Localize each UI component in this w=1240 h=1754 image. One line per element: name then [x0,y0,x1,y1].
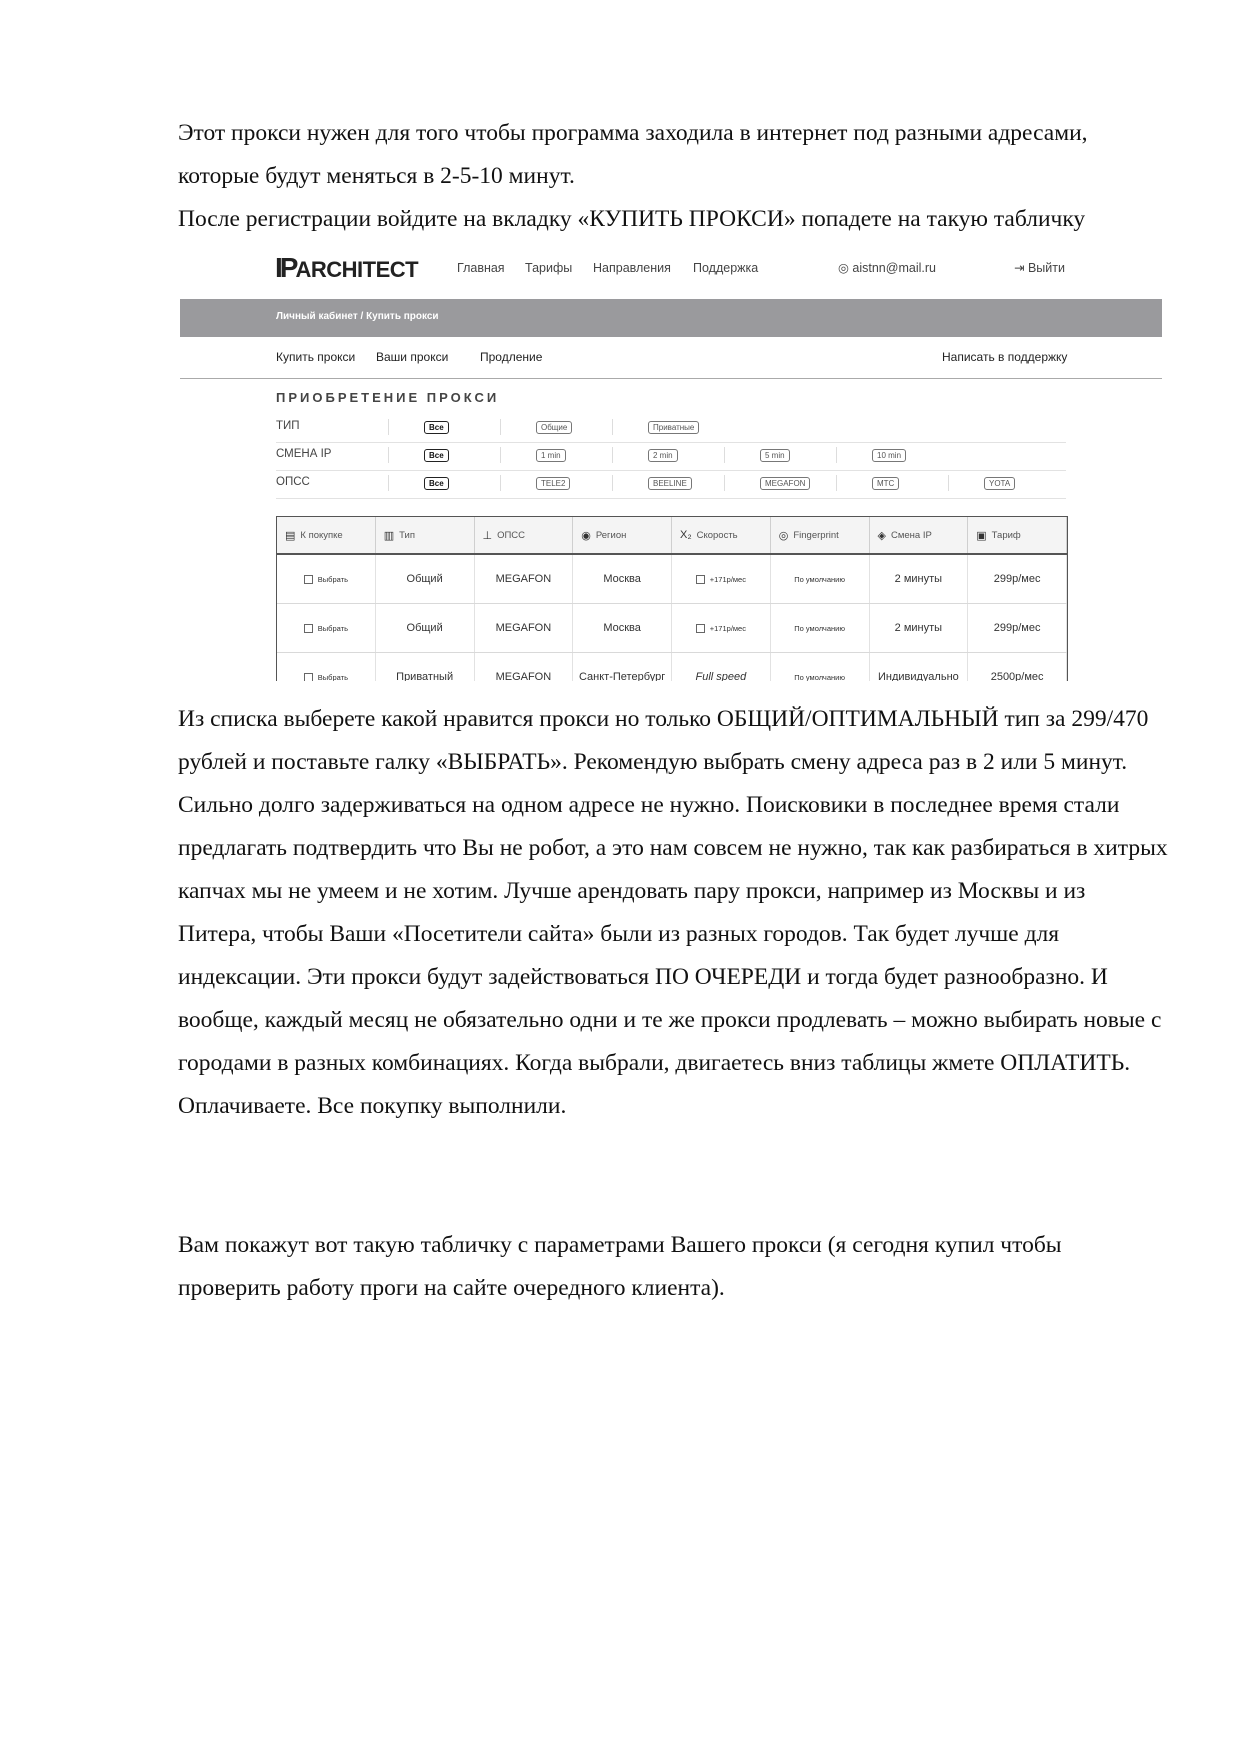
chip-ip-1min[interactable]: 1 min [536,449,566,462]
chip-op-tele2[interactable]: TELE2 [536,477,570,490]
chip-type-private[interactable]: Приватные [648,421,699,434]
closing-paragraph: Вам покажут вот такую табличку с параметрами Вашего прокси (я сегодня купил чтобы проверить работу проги на сайте очередного клиента). [178,1232,1062,1301]
nav-tariffs[interactable]: Тарифы [525,261,573,275]
intro-text: Этот прокси нужен для того чтобы программа заходила в интернет под разными адресами, которые будут меняться в 2-5-10 минут. [178,120,1088,189]
logout-button[interactable]: ⇥ Выйти [1014,261,1065,275]
chip-op-yota[interactable]: YOTA [984,477,1015,490]
filter-row-type [276,414,1066,443]
select-checkbox[interactable]: Выбрать [277,555,376,603]
table-header [277,517,1067,555]
chip-ip-all[interactable]: Все [424,449,449,462]
filter-label: ОПСС [276,476,310,488]
chip-ip-10min[interactable]: 10 min [872,449,906,462]
col-type[interactable]: ▥ Тип [376,517,475,553]
user-menu[interactable] [838,260,936,275]
divider [180,378,1162,379]
speed-checkbox[interactable]: +171р/мес [672,555,771,603]
proxy-table [276,516,1068,681]
filter-row-ip-change [276,442,1066,471]
filter-title: ПРИОБРЕТЕНИЕ ПРОКСИ [276,390,500,405]
tab-your-proxies[interactable]: Ваши прокси [376,350,449,364]
intro-paragraph [178,112,1168,241]
chip-type-shared[interactable]: Общие [536,421,572,434]
user-icon: ◎ [838,261,849,275]
location-icon: ◉ [581,529,591,542]
nav-home[interactable]: Главная [457,261,505,275]
table-row: Выбрать Общий MEGAFON Москва +171р/мес По умолчанию 2 минуты 299р/мес [277,555,1067,604]
nav-directions[interactable]: Направления [593,261,671,275]
list-icon: ▤ [285,529,296,542]
filter-label: СМЕНА IP [276,448,332,460]
fingerprint-icon: ◎ [778,529,789,542]
support-link[interactable]: Написать в поддержку [942,350,1068,364]
bars-icon: ▥ [383,529,395,542]
chip-op-megafon[interactable]: MEGAFON [760,477,810,490]
chip-op-mts[interactable]: МТС [872,477,899,490]
col-tariff[interactable]: ▣ Тариф [968,517,1067,553]
table-row: Выбрать Приватный MEGAFON Санкт-Петербург Full speed По умолчанию Индивидуально 2500р/мес [277,653,1067,681]
instruction-text: После регистрации войдите на вкладку «КУПИТЬ ПРОКСИ» попадете на такую табличку [178,206,1086,232]
chip-op-all[interactable]: Все [424,477,449,490]
speed-checkbox[interactable]: +171р/мес [672,604,771,652]
card-icon: ▣ [976,529,987,542]
chip-type-all[interactable]: Все [424,421,449,434]
select-checkbox[interactable]: Выбрать [277,604,376,652]
embedded-screenshot [180,244,1162,681]
select-checkbox[interactable]: Выбрать [277,653,376,681]
col-speed[interactable]: X₂ Скорость [672,517,771,553]
breadcrumb: Личный кабинет / Купить прокси [180,299,1162,337]
chip-ip-5min[interactable]: 5 min [760,449,790,462]
globe-icon: ◈ [877,529,886,542]
filter-row-operator [276,470,1066,499]
table-row: Выбрать Общий MEGAFON Москва +171р/мес По умолчанию 2 минуты 299р/мес [277,604,1067,653]
body-paragraph: Из списка выберете какой нравится прокси но только ОБЩИЙ/ОПТИМАЛЬНЫЙ тип за 299/470 рублей и поставьте галку «ВЫБРАТЬ». Рекомендую выбрать смену адреса раз в 2 или 5 минут. Сильно долго задерживаться на одном адресе не нужно. Поисковики в последнее время стали предлагать подтвердить что Вы не робот, а это нам совсем не нужно, так как разбираться в хитрых капчах мы не умеем и не хотим. Лучше арендовать пару прокси, например из Москвы и из Питера, чтобы Ваши «Посетители сайта» были из разных городов. Так будет лучше для индексации. Эти прокси будут задействоваться ПО ОЧЕРЕДИ и тогда будет разнообразно. И вообще, каждый месяц не обязательно одни и те же прокси продлевать – можно выбирать новые с городами в разных комбинациях. Когда выбрали, двигаетесь вниз таблицы жмете ОПЛАТИТЬ. Оплачиваете. Все покупку выполнили. [178,706,1168,1119]
logout-icon: ⇥ [1014,261,1025,275]
tab-buy-proxy[interactable]: Купить прокси [276,350,356,364]
user-email: aistnn@mail.ru [852,261,936,275]
site-header [180,244,1162,294]
nav-support[interactable]: Поддержка [693,261,759,275]
col-region[interactable]: ◉ Регион [573,517,672,553]
filter-label: ТИП [276,420,300,432]
col-operator[interactable]: ⊥ ОПСС [475,517,574,553]
antenna-icon: ⊥ [482,529,493,542]
tab-renewal[interactable]: Продление [480,350,543,364]
chip-ip-2min[interactable]: 2 min [648,449,678,462]
chip-op-beeline[interactable]: BEELINE [648,477,692,490]
speed-icon: X₂ [680,529,692,541]
col-buy[interactable]: ▤ К покупке [277,517,376,553]
col-ip-change[interactable]: ◈ Смена IP [870,517,969,553]
site-logo[interactable]: IPARCHITECT [275,252,419,283]
col-fingerprint[interactable]: ◎ Fingerprint [771,517,870,553]
